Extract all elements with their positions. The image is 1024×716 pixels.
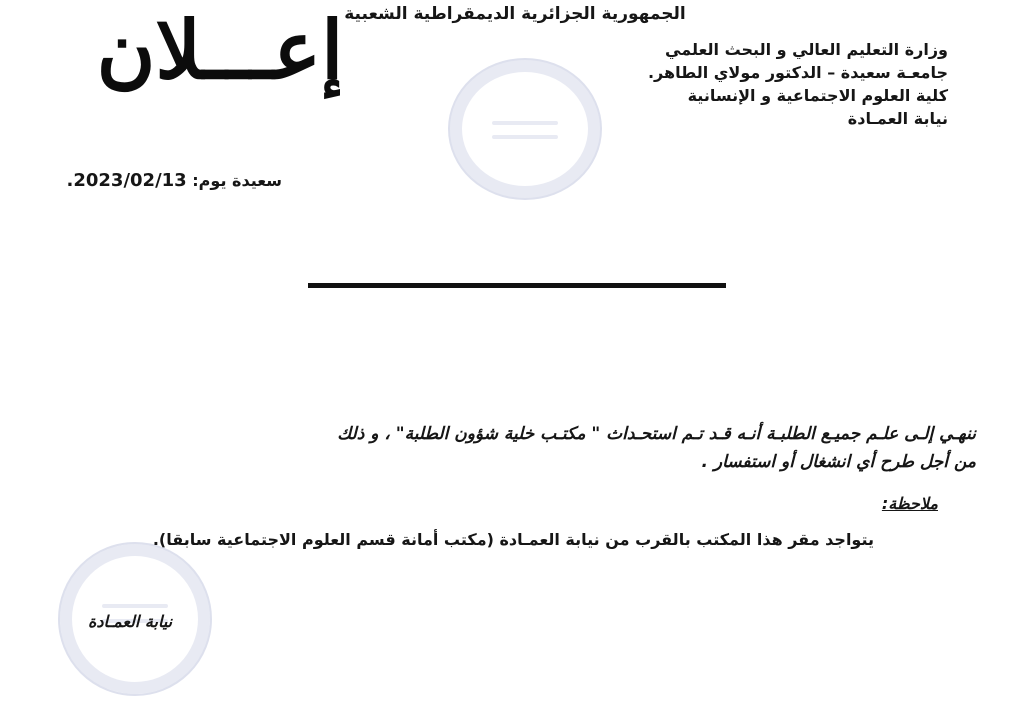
- announcement-title: إعـــلان: [96, 3, 344, 97]
- body-line-1: ننهـي إلـى علـم جميـع الطلبـة أنـه قـد تـم استحـداث " مكتـب خلية شؤون الطلبة" ، و ذلك: [337, 424, 976, 444]
- stamp-mark: [102, 604, 168, 608]
- title-underline: [308, 283, 726, 288]
- note-text: يتواجد مقر هذا المكتب بالقرب من نيابة العمـادة (مكتب أمانة قسم العلوم الاجتماعية سابقا).: [152, 530, 874, 549]
- stamp-mark: [492, 121, 558, 125]
- university-line: جامعـة سعيدة – الدكتور مولاي الطاهر.: [647, 63, 948, 82]
- ministry-line: وزارة التعليم العالي و البحث العلمي: [665, 40, 948, 59]
- administration-header: [648, 38, 948, 130]
- stamp-mark: [492, 135, 558, 139]
- body-line-2: من أجل طرح أي انشغال أو استفسار .: [701, 452, 976, 472]
- official-stamp-top: [448, 58, 602, 200]
- date-line: [66, 170, 282, 191]
- republic-heading: الجمهورية الجزائرية الديمقراطية الشعبية: [344, 4, 686, 24]
- faculty-line: كلية العلوم الاجتماعية و الإنسانية: [687, 86, 948, 105]
- signature: نيابة العمـادة: [88, 612, 173, 631]
- note-label: ملاحظة:: [881, 494, 938, 513]
- date-value: 2023/02/13.: [66, 170, 187, 191]
- announcement-body: [56, 420, 976, 476]
- deanship-line: نيابة العمـادة: [847, 109, 948, 128]
- date-prefix: سعيدة يوم:: [192, 171, 282, 190]
